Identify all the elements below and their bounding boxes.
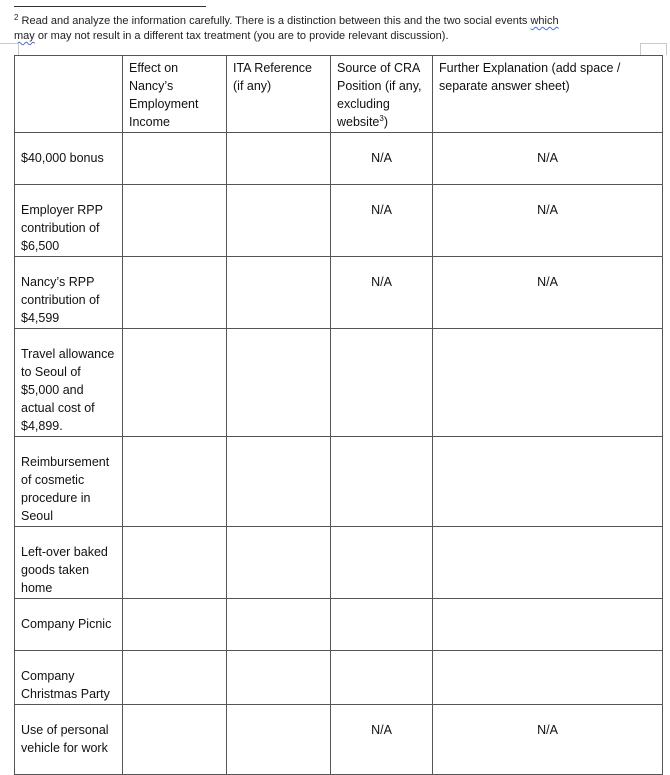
row-explanation-cell[interactable]: N/A <box>433 705 663 775</box>
footnote <box>14 14 654 44</box>
row-explanation-cell[interactable]: N/A <box>433 133 663 185</box>
row-explanation-cell[interactable] <box>433 527 663 599</box>
row-item: $40,000 bonus <box>15 133 123 185</box>
row-effect-cell[interactable] <box>123 185 227 257</box>
row-source-cell[interactable]: N/A <box>331 133 433 185</box>
row-ita-cell[interactable] <box>227 257 331 329</box>
table-row <box>15 329 663 437</box>
row-ita-cell[interactable] <box>227 527 331 599</box>
tax-analysis-table <box>14 55 663 775</box>
table-row <box>15 651 663 705</box>
footnote-marker: 2 <box>14 13 19 22</box>
row-explanation-cell[interactable] <box>433 651 663 705</box>
row-effect-cell[interactable] <box>123 705 227 775</box>
table-row <box>15 527 663 599</box>
row-item: Company Picnic <box>15 599 123 651</box>
header-ita-reference: ITA Reference (if any) <box>227 56 331 133</box>
footnote-flagged-word-which[interactable]: which <box>530 15 559 27</box>
row-effect-cell[interactable] <box>123 329 227 437</box>
footnote-flagged-word-may[interactable]: may <box>14 30 35 42</box>
row-source-cell[interactable] <box>331 527 433 599</box>
row-source-cell[interactable] <box>331 651 433 705</box>
row-item: Company Christmas Party <box>15 651 123 705</box>
row-source-cell[interactable]: N/A <box>331 705 433 775</box>
row-effect-cell[interactable] <box>123 437 227 527</box>
row-ita-cell[interactable] <box>227 705 331 775</box>
row-effect-cell[interactable] <box>123 133 227 185</box>
row-ita-cell[interactable] <box>227 599 331 651</box>
row-item: Employer RPP contribution of $6,500 <box>15 185 123 257</box>
row-ita-cell[interactable] <box>227 329 331 437</box>
row-item: Left-over baked goods taken home <box>15 527 123 599</box>
row-explanation-cell[interactable] <box>433 599 663 651</box>
row-explanation-cell[interactable]: N/A <box>433 257 663 329</box>
row-item: Use of personal vehicle for work <box>15 705 123 775</box>
row-source-cell[interactable] <box>331 437 433 527</box>
row-item: Nancy’s RPP contribution of $4,599 <box>15 257 123 329</box>
footnote-separator <box>14 6 206 7</box>
table-row <box>15 705 663 775</box>
row-item: Travel allowance to Seoul of $5,000 and actual cost of $4,899. <box>15 329 123 437</box>
header-cra-source-suffix: ) <box>383 115 389 129</box>
row-effect-cell[interactable] <box>123 651 227 705</box>
table-left-edge-marker <box>0 43 19 55</box>
row-ita-cell[interactable] <box>227 133 331 185</box>
row-explanation-cell[interactable] <box>433 329 663 437</box>
table-header-row <box>15 56 663 133</box>
row-effect-cell[interactable] <box>123 257 227 329</box>
row-source-cell[interactable]: N/A <box>331 257 433 329</box>
header-effect: Effect on Nancy’s Employment Income <box>123 56 227 133</box>
row-source-cell[interactable]: N/A <box>331 185 433 257</box>
row-item: Reimbursement of cosmetic procedure in Seoul <box>15 437 123 527</box>
table-row <box>15 185 663 257</box>
footnote-text-line2: or may not result in a different tax treatment (you are to provide relevant discussion). <box>34 30 449 42</box>
table-row <box>15 257 663 329</box>
row-ita-cell[interactable] <box>227 185 331 257</box>
table-row <box>15 599 663 651</box>
row-effect-cell[interactable] <box>123 599 227 651</box>
row-effect-cell[interactable] <box>123 527 227 599</box>
footnote-text-line1: Read and analyze the information carefully. There is a distinction between this and the two social events <box>21 15 531 27</box>
table-right-edge-marker <box>640 43 667 55</box>
header-further-explanation: Further Explanation (add space / separate answer sheet) <box>433 56 663 133</box>
header-item <box>15 56 123 133</box>
header-cra-source <box>331 56 433 133</box>
table-row <box>15 133 663 185</box>
row-explanation-cell[interactable]: N/A <box>433 185 663 257</box>
header-cra-source-text: Source of CRA Position (if any, excluding website <box>337 61 422 129</box>
table-row <box>15 437 663 527</box>
header-cra-source-footnote-ref: 3 <box>379 114 384 123</box>
row-ita-cell[interactable] <box>227 437 331 527</box>
row-ita-cell[interactable] <box>227 651 331 705</box>
row-explanation-cell[interactable] <box>433 437 663 527</box>
row-source-cell[interactable] <box>331 599 433 651</box>
row-source-cell[interactable] <box>331 329 433 437</box>
